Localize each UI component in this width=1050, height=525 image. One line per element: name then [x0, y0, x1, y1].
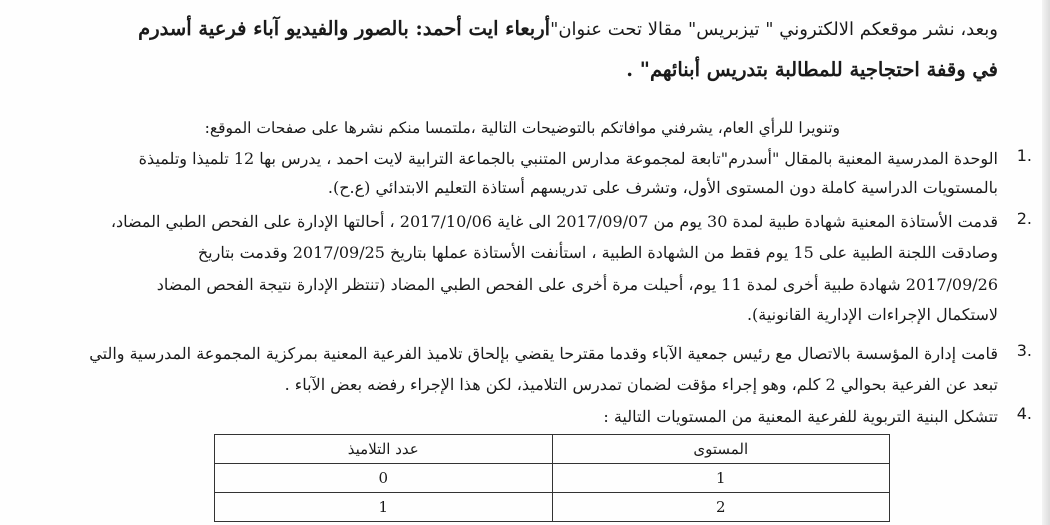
level-cell: 1 [552, 464, 890, 493]
scan-edge-shadow [1042, 0, 1050, 525]
table-row [215, 464, 890, 493]
item-2-number: 2. [1016, 209, 1032, 228]
item-1-number: 1. [1016, 146, 1032, 165]
intro-line-1 [70, 12, 998, 47]
item-3-line-2: تبعد عن الفرعية بحوالي 2 كلم، وهو إجراء مؤقت لضمان تمدرس التلاميذ، لكن هذا الإجراء رفضه بعض الآباء . [284, 375, 998, 394]
intro-plain-text: وبعد، نشر موقعكم الالكتروني " تيزبريس" مقالا تحت عنوان" [550, 19, 998, 40]
item-3-line-1: قامت إدارة المؤسسة بالاتصال مع رئيس جمعية الآباء وقدما مقترحا يقضي بإلحاق تلاميذ الفرعية المعنية بمركزية المجموعة المدرسية والتي [89, 344, 998, 363]
item-4-line-1: تتشكل البنية التربوية للفرعية المعنية من المستويات التالية : [603, 407, 998, 426]
item-1-line-1: الوحدة المدرسية المعنية بالمقال "أسدرم"تابعة لمجموعة مدارس المتنبي بالجماعة الترابية لايت احمد ، يدرس بها 12 تلميذا وتلميذة [138, 149, 998, 168]
item-2-line-2: وصادقت اللجنة الطبية على 15 يوم فقط من الشهادة الطبية ، استأنفت الأستاذة عملها بتاريخ 2017/09/25 وقدمت بتاريخ [197, 243, 998, 262]
item-3-number: 3. [1016, 341, 1032, 360]
item-1-line-2: بالمستويات الدراسية كاملة دون المستوى الأول، وتشرف على تدريسهم أستاذة التعليم الابتدائي (ع.ح). [327, 178, 998, 197]
article-title-part-2: في وقفة احتجاجية للمطالبة بتدريس أبنائهم" . [626, 58, 998, 81]
intro-line-2 [70, 53, 998, 88]
preface-text: وتنويرا للرأي العام، يشرفني موافاتكم بالتوضيحات التالية ،ملتمسا منكم نشرها على صفحات الموقع: [204, 119, 840, 137]
article-title-part-1: أربعاء ايت أحمد: بالصور والفيديو آباء فرعية أسدرم [138, 17, 551, 40]
item-2-line-3: 2017/09/26 شهادة طبية أخرى لمدة 11 يوم، أحيلت مرة أخرى على الفحص الطبي المضاد (تنتظر الإدارة نتيجة الفحص المضاد [156, 275, 998, 294]
item-2-line-1: قدمت الأستاذة المعنية شهادة طبية لمدة 30 يوم من 2017/09/07 الى غاية 2017/10/06 ، أحالتها الإدارة على الفحص الطبي المضاد، [110, 212, 998, 231]
table-row [215, 493, 890, 522]
item-2-line-4: لاستكمال الإجراءات الإدارية القانونية). [746, 305, 998, 324]
item-4-number: 4. [1016, 404, 1032, 423]
students-column-header: عدد التلاميذ [215, 435, 553, 464]
table-header-row [215, 435, 890, 464]
levels-table [214, 434, 890, 522]
students-cell: 0 [215, 464, 553, 493]
level-column-header: المستوى [552, 435, 890, 464]
students-cell: 1 [215, 493, 553, 522]
level-cell: 2 [552, 493, 890, 522]
